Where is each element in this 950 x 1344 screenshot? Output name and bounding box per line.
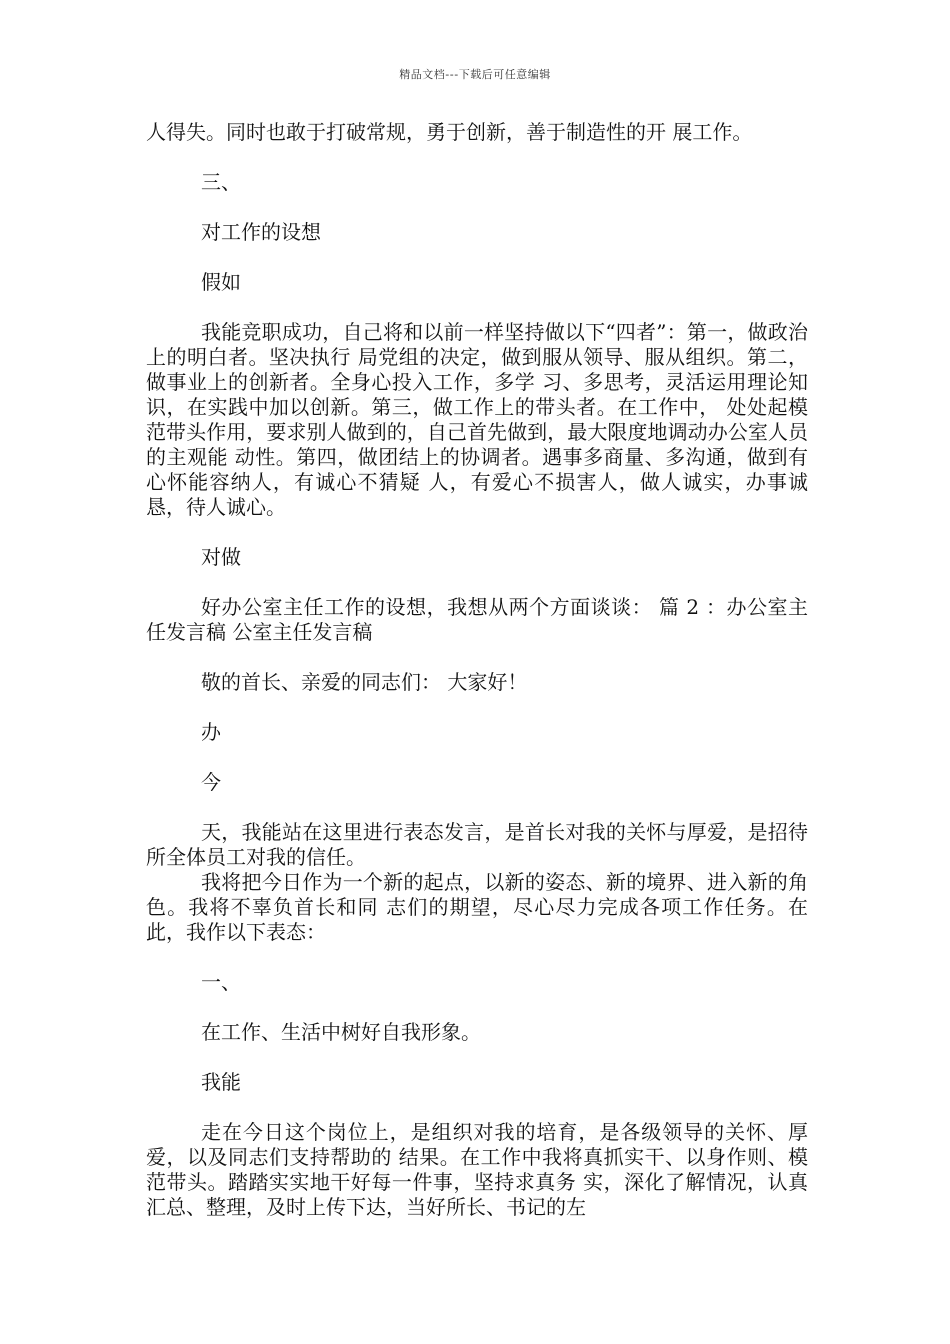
paragraph-6: 对做 [201,545,241,569]
paragraph-5: 我能竞职成功，自己将和以前一样坚持做以下“四者”：第一，做政治上的明白者。坚决执行 局党组的决定，做到服从领导、服从组织。第二，做事业上的创新者。全身心投入工作，多学 习、多思考，灵活运用理论知识，在实践中加以创新。第三，做工作上的带头者。在工作中， 处处起模范带头作用，要求别人做到的，自己首先做到，最大限度地调动办公室人员的主观能 动性。第四，做团结上的协调者。遇事多商量、多沟通，做到有心怀能容纳人，有诚心不猜疑 人，有爱心不损害人，做人诚实，办事诚恳，待人诚心。 [146,320,808,519]
paragraph-15: 我能 [201,1070,241,1094]
paragraph-9: 办 [201,720,221,744]
paragraph-1: 人得失。同时也敢于打破常规，勇于创新，善于制造性的开 展工作。 [146,120,753,144]
paragraph-16: 走在今日这个岗位上，是组织对我的培育，是各级领导的关怀、厚爱，以及同志们支持帮助的 结果。在工作中我将真抓实干、以身作则、模范带头。踏踏实实地干好每一件事，坚持求真务 实，深化了解情况，认真汇总、整理，及时上传下达，当好所长、书记的左 [146,1120,808,1219]
paragraph-3: 对工作的设想 [201,220,321,244]
paragraph-2: 三、 [201,170,241,194]
paragraph-11: 天，我能站在这里进行表态发言，是首长对我的关怀与厚爱，是招待所全体员工对我的信任。 [146,820,808,869]
page-header: 精品文档---下载后可任意编辑 [399,68,551,81]
paragraph-14: 在工作、生活中树好自我形象。 [201,1020,481,1044]
paragraph-8: 敬的首长、亲爱的同志们： 大家好！ [201,670,528,694]
paragraph-10: 今 [201,770,221,794]
document-body [146,120,808,1220]
paragraph-12: 我将把今日作为一个新的起点，以新的姿态、新的境界、进入新的角色。我将不辜负首长和同 志们的期望，尽心尽力完成各项工作任务。在此，我作以下表态： [146,870,808,944]
paragraph-7: 好办公室主任工作的设想，我想从两个方面谈谈： 篇 2 ：办公室主任发言稿 公室主任发言稿 [146,595,808,644]
paragraph-13: 一、 [201,970,241,994]
paragraph-4: 假如 [201,270,241,294]
